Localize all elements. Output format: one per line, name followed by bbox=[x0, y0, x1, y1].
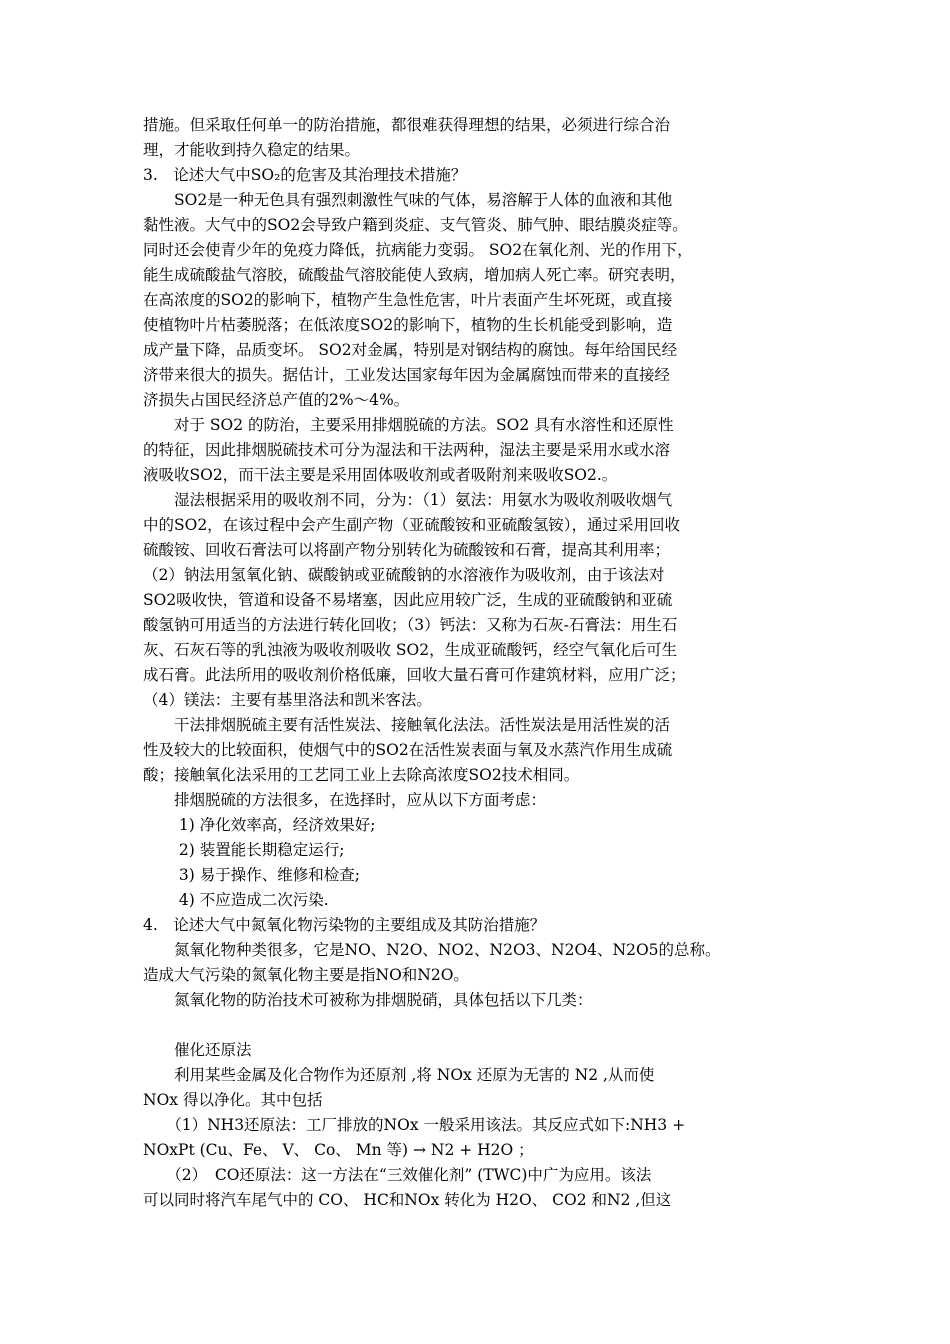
list-item: 3) 易于操作、维修和检查; bbox=[143, 866, 360, 884]
text-line: 成产量下降，品质变坏。 SO2对金属，特别是对钢结构的腐蚀。每年给国民经 bbox=[143, 341, 678, 359]
text-line: 硫酸铵、回收石膏法可以将副产物分别转化为硫酸铵和石膏，提高其利用率； bbox=[143, 541, 671, 559]
text-line: （1）NH3还原法：工厂排放的NOx 一般采用该法。其反应式如下:NH3 + bbox=[143, 1116, 686, 1134]
text-line: 的特征，因此排烟脱硫技术可分为湿法和干法两种，湿法主要是采用水或水溶 bbox=[143, 441, 671, 459]
section-heading: 4. 论述大气中氮氧化物污染物的主要组成及其防治措施？ bbox=[143, 916, 546, 934]
text-line: 灰、石灰石等的乳浊液为吸收剂吸收 SO2，生成亚硫酸钙，经空气氧化后可生 bbox=[143, 641, 678, 659]
text-line: 湿法根据采用的吸收剂不同，分为：（1）氨法：用氨水为吸收剂吸收烟气 bbox=[143, 491, 673, 509]
text-line: 酸氢钠可用适当的方法进行转化回收；（3）钙法：又称为石灰-石膏法：用生石 bbox=[143, 616, 678, 634]
text-line: SO2是一种无色具有强烈刺激性气味的气体，易溶解于人体的血液和其他 bbox=[143, 191, 673, 209]
text-line: 干法排烟脱硫主要有活性炭法、接触氧化法法。活性炭法是用活性炭的活 bbox=[143, 716, 671, 734]
list-item: 4) 不应造成二次污染. bbox=[143, 891, 329, 909]
text-line: （2） CO还原法：这一方法在“三效催化剂” (TWC)中广为应用。该法 bbox=[143, 1166, 652, 1184]
text-line: 排烟脱硫的方法很多，在选择时，应从以下方面考虑： bbox=[143, 791, 547, 809]
text-line: 在高浓度的SO2的影响下，植物产生急性危害，叶片表面产生坏死斑，或直接 bbox=[143, 291, 673, 309]
text-line: 利用某些金属及化合物作为还原剂 ,将 NOx 还原为无害的 N2 ,从而使 bbox=[143, 1066, 655, 1084]
text-line: NOxPt (Cu、Fe、 V、 Co、 Mn 等) → N2 + H2O ； bbox=[143, 1141, 534, 1159]
text-line: 成石膏。此法所用的吸收剂价格低廉，回收大量石膏可作建筑材料，应用广泛； bbox=[143, 666, 686, 684]
subheading: 催化还原法 bbox=[143, 1041, 252, 1059]
text-line: 同时还会使青少年的免疫力降低，抗病能力变弱。 SO2在氧化剂、光的作用下， bbox=[143, 241, 693, 259]
text-line: 济损失占国民经济总产值的2%～4%。 bbox=[143, 391, 410, 409]
text-line: SO2吸收快，管道和设备不易堵塞，因此应用较广泛，生成的亚硫酸钠和亚硫 bbox=[143, 591, 673, 609]
text-line: 济带来很大的损失。据估计，工业发达国家每年因为金属腐蚀而带来的直接经 bbox=[143, 366, 671, 384]
blank-line bbox=[143, 1014, 798, 1038]
text-line: （2）钠法用氢氧化钠、碳酸钠或亚硫酸钠的水溶液作为吸收剂，由于该法对 bbox=[143, 566, 665, 584]
text-line: 对于 SO2 的防治，主要采用排烟脱硫的方法。SO2 具有水溶性和还原性 bbox=[143, 416, 674, 434]
text-line: 理，才能收到持久稳定的结果。 bbox=[143, 141, 361, 159]
text-line: 能生成硫酸盐气溶胶，硫酸盐气溶胶能使人致病，增加病人死亡率。研究表明， bbox=[143, 266, 686, 284]
text-line: （4）镁法：主要有基里洛法和凯米客法。 bbox=[143, 691, 432, 709]
text-line: 酸；接触氧化法采用的工艺同工业上去除高浓度SO2技术相同。 bbox=[143, 766, 580, 784]
text-line: 措施。但采取任何单一的防治措施，都很难获得理想的结果，必须进行综合治 bbox=[143, 116, 671, 134]
text-line: 使植物叶片枯萎脱落；在低浓度SO2的影响下，植物的生长机能受到影响，造 bbox=[143, 316, 673, 334]
text-line: NOx 得以净化。其中包括 bbox=[143, 1091, 323, 1109]
text-line: 黏性液。大气中的SO2会导致户籍到炎症、支气管炎、肺气肿、眼结膜炎症等。 bbox=[143, 216, 688, 234]
text-line: 中的SO2，在该过程中会产生副产物（亚硫酸铵和亚硫酸氢铵），通过采用回收 bbox=[143, 516, 680, 534]
section-heading: 3. 论述大气中SO₂的危害及其治理技术措施？ bbox=[143, 166, 467, 184]
text-line: 氮氧化物的防治技术可被称为排烟脱硝，具体包括以下几类： bbox=[143, 991, 593, 1009]
list-item: 2) 装置能长期稳定运行; bbox=[143, 841, 345, 859]
text-line: 氮氧化物种类很多，它是NO、N2O、NO2、N2O3、N2O4、N2O5的总称。 bbox=[143, 941, 721, 959]
text-line: 造成大气污染的氮氧化物主要是指NO和N2O。 bbox=[143, 966, 469, 984]
text-line: 液吸收SO2，而干法主要是采用固体吸收剂或者吸附剂来吸收SO2.。 bbox=[143, 466, 618, 484]
text-line: 性及较大的比较面积，使烟气中的SO2在活性炭表面与氧及水蒸汽作用生成硫 bbox=[143, 741, 673, 759]
text-line: 可以同时将汽车尾气中的 CO、 HC和NOx 转化为 H2O、 CO2 和N2 ,但这 bbox=[143, 1191, 672, 1209]
list-item: 1) 净化效率高，经济效果好; bbox=[143, 816, 376, 834]
